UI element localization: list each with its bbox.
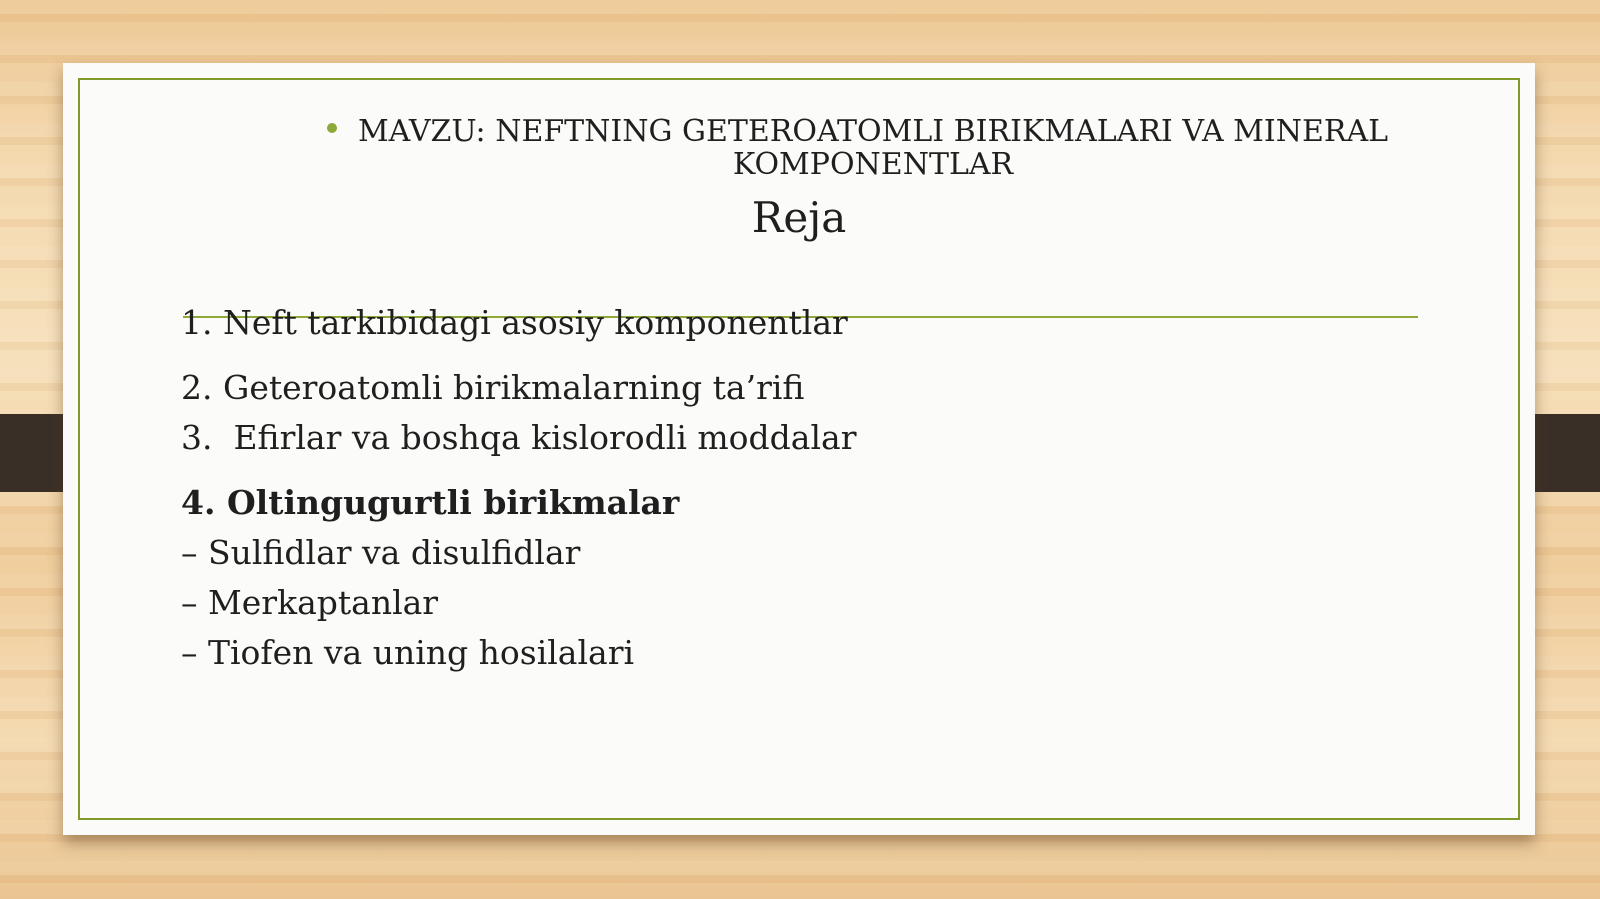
list-item: 3. Efirlar va boshqa kislorodli moddalar bbox=[181, 418, 857, 457]
bullet-dot-icon bbox=[327, 123, 337, 133]
list-item: 1. Neft tarkibidagi asosiy komponentlar bbox=[181, 303, 848, 342]
list-item: 2. Geteroatomli birikmalarning ta’rifi bbox=[181, 368, 805, 407]
title-line-1: MAVZU: NEFTNING GETEROATOMLI BIRIKMALARI VA MINERAL bbox=[357, 114, 1389, 149]
title-line-2: KOMPONENTLAR bbox=[732, 147, 1014, 182]
slide-subtitle: Reja bbox=[751, 193, 847, 242]
list-item: – Tiofen va uning hosilalari bbox=[181, 633, 635, 672]
slide-title bbox=[263, 115, 1483, 181]
slide-card bbox=[63, 63, 1535, 835]
list-item: – Merkaptanlar bbox=[181, 583, 439, 622]
list-item: – Sulfidlar va disulfidlar bbox=[181, 533, 581, 572]
list-item-heading: 4. Oltingugurtli birikmalar bbox=[181, 483, 680, 522]
